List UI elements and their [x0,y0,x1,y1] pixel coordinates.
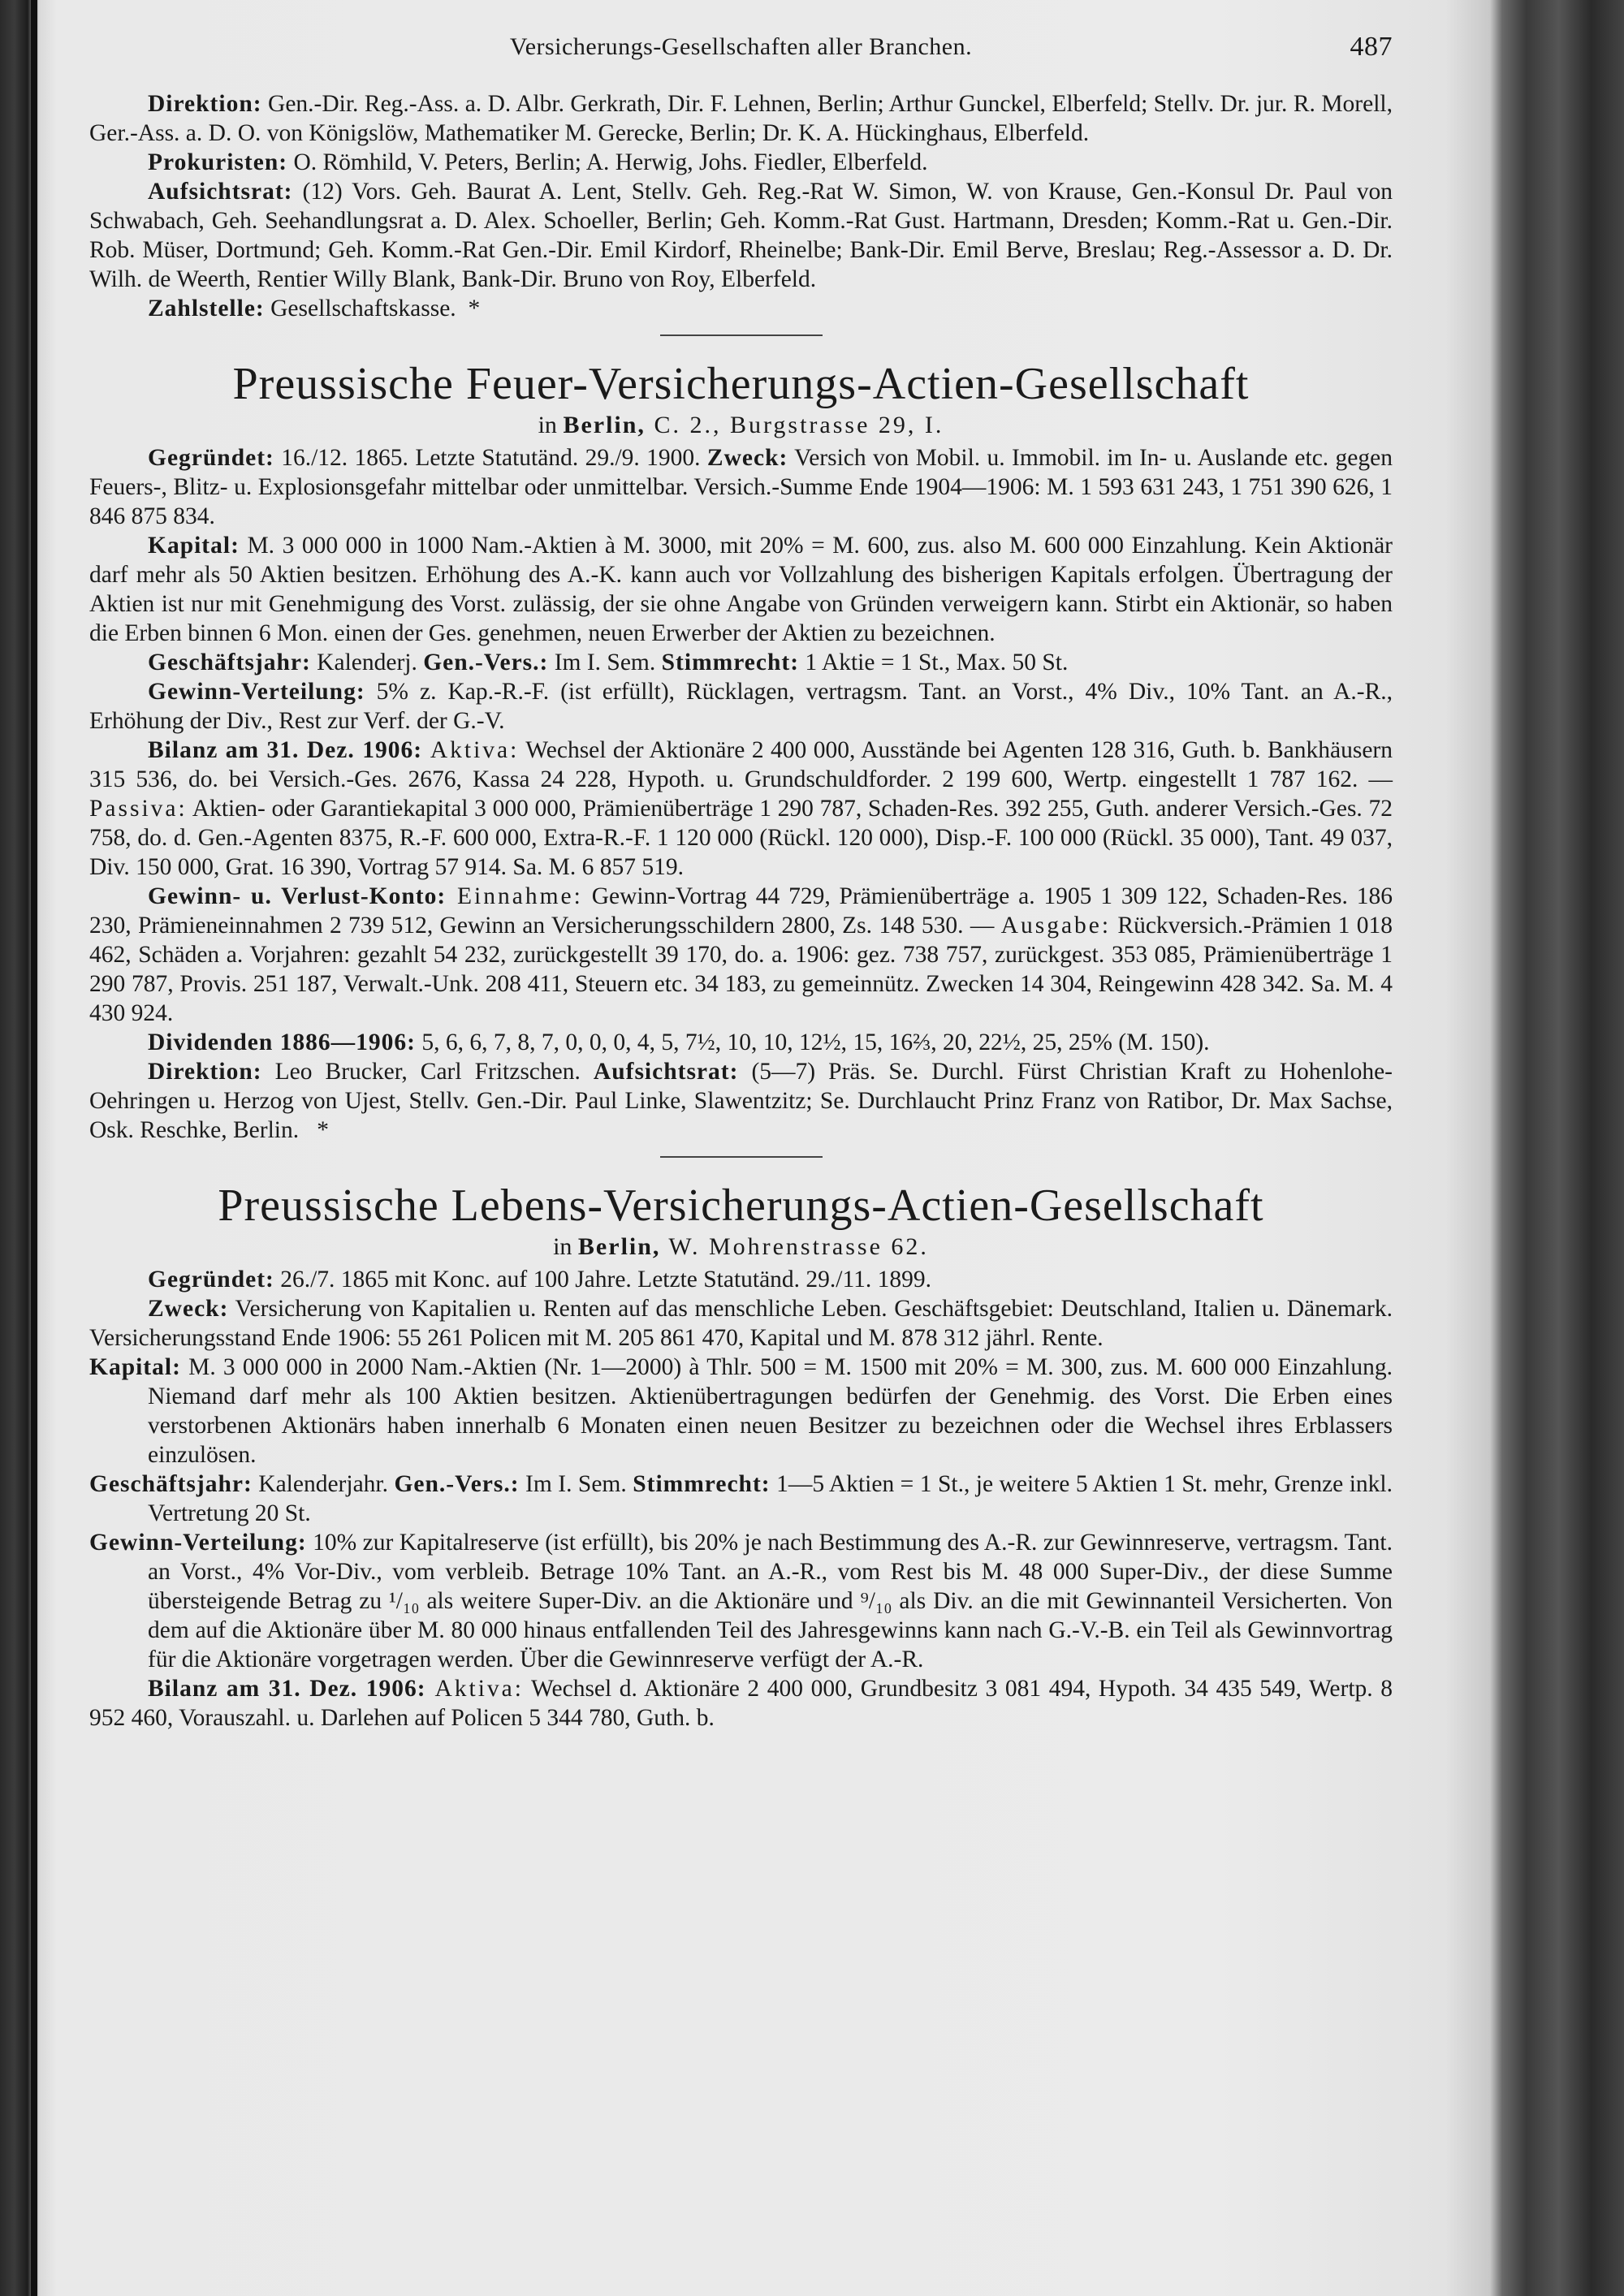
street-address: C. 2., Burgstrasse 29, I. [645,412,944,438]
aktiva-label: Aktiva: [425,1676,524,1702]
kapital-label: Kapital: [89,1354,181,1380]
zahlstelle-text: Gesellschaftskasse. [264,296,456,322]
bilanz-aktiva-text: Wechsel der Aktionäre 2 400 000, Ausstände bei Agenten 128 316, Guth. b. Bankhäusern 315 536, do. bei Versich.-Ges. 2676, Kassa 24 228, Hypoth. u. Grundschuldforder. 2 199 600, Wertp. eingestellt 1 787 162. — [89,737,1393,792]
street-address: W. Mohrenstrasse 62. [660,1233,929,1260]
dividenden-text: 5, 6, 6, 7, 8, 7, 0, 0, 0, 4, 5, 7½, 10, 10, 12½, 15, 16⅔, 20, 22½, 25, 25% (M. 150). [415,1029,1210,1055]
stimmrecht-label: Stimmrecht: [661,650,800,675]
city-prefix: in [538,412,564,438]
kapital-paragraph [89,1353,1393,1470]
zweck-text: Versicherung von Kapitalien u. Renten auf das menschliche Leben. Geschäftsgebiet: Deutschland, Italien u. Dänemark. Versicherungsstand Ende 1906: 55 261 Policen mit M. 205 861 470, Kapital und M. 878 312 jährl. Rente. [89,1296,1393,1351]
company-title: Preussische Lebens-Versicherungs-Actien-Gesellschaft [218,1180,1264,1231]
zweck-label: Zweck: [148,1296,229,1322]
geschaeftsjahr-text: Kalenderj. [310,650,424,675]
bilanz-label: Bilanz am 31. Dez. 1906: [148,737,423,763]
ausgabe-label: Ausgabe: [1000,913,1112,939]
gegruendet-text: 16./12. 1865. Letzte Statutänd. 29./9. 1900. [274,445,707,471]
kapital-label: Kapital: [148,533,240,559]
aufsichtsrat-label: Aufsichtsrat: [593,1059,739,1085]
direktion-label: Direktion: [148,91,262,117]
running-title: Versicherungs-Gesellschaften aller Branchen. [509,33,973,60]
gewinn-verteilung-label: Gewinn-Verteilung: [89,1530,307,1556]
genvers-text: Im I. Sem. [519,1471,633,1497]
kapital-paragraph [89,531,1393,648]
zweck-label: Zweck: [706,445,788,471]
gewinn-verteilung-label: Gewinn-Verteilung: [148,679,365,705]
end-star: * [468,296,481,322]
page-number: 487 [1350,32,1393,62]
company-title: Preussische Feuer-Versicherungs-Actien-Gesellschaft [232,359,1250,409]
bilanz-label: Bilanz am 31. Dez. 1906: [148,1676,426,1702]
prokuristen-paragraph [89,148,1393,177]
zahlstelle-paragraph [89,294,1393,323]
zweck-text: Versich von Mobil. u. Immobil. im In- u. Auslande etc. gegen Feuers-, Blitz- u. Explosionsgefahr mittelbar oder unmittelbar. Versich.-Summe Ende 1904—1906: M. 1 593 631 243, 1 751 390 626, 1 846 875 834. [89,445,1393,529]
dividenden-paragraph [89,1028,1393,1057]
book-spine-shadow [31,0,37,2296]
aufsichtsrat-label: Aufsichtsrat: [148,179,293,205]
prokuristen-label: Prokuristen: [148,149,288,175]
guv-ausgabe-text: Rückversich.-Prämien 1 018 462, Schäden a. Vorjahren: gezahlt 54 232, zurückgestellt 39 170, do. a. 1906: gez. 738 757, zurückgest. 353 085, Prämienüberträge 1 290 787, Provis. 251 187, Verwalt.-Unk. 208 411, Steuern etc. 34 183, zu gemeinnütz. Zwecken 14 304, Reingewinn 428 342. Sa. M. 4 430 924. [89,913,1393,1026]
gegruendet-label: Gegründet: [148,445,274,471]
direktion-label: Direktion: [148,1059,262,1085]
kapital-text: M. 3 000 000 in 2000 Nam.-Aktien (Nr. 1—2000) à Thlr. 500 = M. 1500 mit 20% = M. 300, zus. M. 600 000 Einzahlung. Niemand darf mehr als 100 Aktien besitzen. Aktienübertragungen bedürfen der Genehmig. des Vorst. Die Erben eines verstorbenen Aktionärs haben innerhalb 6 Monaten einen neuen Besitzer zu bezeichnen oder die Wechsel ihres Erblassers einzulösen. [148,1354,1393,1468]
direktion-text: Gen.-Dir. Reg.-Ass. a. D. Albr. Gerkrath, Dir. F. Lehnen, Berlin; Arthur Gunckel, Elberfeld; Stellv. Dr. jur. R. Morell, Ger.-Ass. a. D. O. von Königslöw, Mathematiker M. Gerecke, Berlin; Dr. K. A. Hückinghaus, Elberfeld. [89,91,1393,146]
city-prefix: in [553,1233,578,1260]
direktion-text: Leo Brucker, Carl Fritzschen. [261,1059,594,1085]
stimmrecht-text: 1 Aktie = 1 St., Max. 50 St. [799,650,1069,675]
stimmrecht-label: Stimmrecht: [633,1471,771,1497]
section-continuation [89,89,1393,323]
company-address [89,1232,1393,1262]
genvers-text: Im I. Sem. [548,650,662,675]
aktiva-label: Aktiva: [422,737,520,763]
gewinn-verteilung-text: 10% zur Kapitalreserve (ist erfüllt), bis 20% je nach Bestimmung des A.-R. zur Gewinnreserve, vertragsm. Tant. an Vorst., 4% Vor-Div., vom verbleib. Betrage 10% Tant. an A.-R., vom Rest bis M. 48 000 Super-Div., der diese Summe übersteigende Betrag zu ¹/₁₀ als weitere Super-Div. an die Aktionäre und ⁹/₁₀ als Div. an die mit Gewinnanteil Versicherten. Von dem auf die Aktionäre über M. 80 000 hinaus entfallenden Teil des Jahresgewinns kann nach G.-V.-B. ein Teil als Gewinnvortrag für die Aktionäre vorgetragen werden. Über die Gewinnreserve verfügt der A.-R. [148,1530,1393,1672]
bilanz-passiva-text: Aktien- oder Garantiekapital 3 000 000, Prämienüberträge 1 290 787, Schaden-Res. 392 255, Guth. anderer Versich.-Ges. 72 758, do. d. Gen.-Agenten 8375, R.-F. 600 000, Extra-R.-F. 1 120 000 (Rückl. 120 000), Disp.-F. 100 000 (Rückl. 35 000), Tant. 49 037, Div. 150 000, Grat. 16 390, Vortrag 57 914. Sa. M. 6 857 519. [89,796,1393,880]
zweck-paragraph [89,1294,1393,1353]
gewinn-verteilung-paragraph [89,1528,1393,1674]
company-address [89,411,1393,440]
genvers-label: Gen.-Vers.: [423,650,549,675]
geschaeftsjahr-paragraph [89,648,1393,677]
gegruendet-paragraph [89,1265,1393,1294]
stimmrecht-text: 1—5 Aktien = 1 St., je weitere 5 Aktien 1 St. mehr, Grenze inkl. Vertretung 20 St. [148,1471,1393,1526]
gewinn-verteilung-text: 5% z. Kap.-R.-F. (ist erfüllt), Rücklagen, vertragsm. Tant. an Vorst., 4% Div., 10% Tant. an A.-R., Erhöhung der Div., Rest zur Verf. der G.-V. [89,679,1393,734]
running-header [89,32,1393,89]
aufsichtsrat-text: (5—7) Präs. Se. Durchl. Fürst Christian Kraft zu Hohenlohe-Oehringen u. Herzog von Ujest, Stellv. Gen.-Dir. Paul Linke, Slawentzitz; Se. Durchlaucht Prinz Franz von Ratibor, Dr. Max Sachse, Osk. Reschke, Berlin. [89,1059,1393,1143]
einnahme-label: Einnahme: [446,883,583,909]
guv-label: Gewinn- u. Verlust-Konto: [148,883,447,909]
bilanz-paragraph [89,736,1393,882]
gegruendet-label: Gegründet: [148,1267,274,1293]
city-name: Berlin, [563,412,646,438]
gewinn-verteilung-paragraph [89,677,1393,736]
bilanz-aktiva-text: Wechsel d. Aktionäre 2 400 000, Grundbesitz 3 081 494, Hypoth. 34 435 549, Wertp. 8 952 460, Vorauszahl. u. Darlehen auf Policen 5 344 780, Guth. b. [89,1676,1393,1731]
section-feuer [89,357,1393,1145]
end-star: * [317,1117,329,1143]
bilanz-paragraph [89,1674,1393,1733]
aufsichtsrat-paragraph [89,177,1393,294]
gegruendet-text: 26./7. 1865 mit Konc. auf 100 Jahre. Letzte Statutänd. 29./11. 1899. [274,1267,932,1293]
geschaeftsjahr-paragraph [89,1470,1393,1528]
genvers-label: Gen.-Vers.: [394,1471,520,1497]
section-lebens [89,1179,1393,1733]
kapital-text: M. 3 000 000 in 1000 Nam.-Aktien à M. 3000, mit 20% = M. 600, zus. also M. 600 000 Einzahlung. Kein Aktionär darf mehr als 50 Aktien besitzen. Erhöhung des A.-K. kann auch vor Vollzahlung des bisherigen Kapitals erfolgen. Übertragung der Aktien ist nur mit Genehmigung des Vorst. zulässig, der sie ohne Angabe von Gründen verweigern kann. Stirbt ein Aktionär, so haben die Erben binnen 6 Mon. einen der Ges. genehmen, neuen Erwerber der Aktien zu bezeichnen. [89,533,1393,646]
dividenden-label: Dividenden 1886—1906: [148,1029,416,1055]
geschaeftsjahr-label: Geschäftsjahr: [148,650,311,675]
geschaeftsjahr-label: Geschäftsjahr: [89,1471,253,1497]
geschaeftsjahr-text: Kalenderjahr. [252,1471,395,1497]
prokuristen-text: O. Römhild, V. Peters, Berlin; A. Herwig, Johs. Fiedler, Elberfeld. [287,149,928,175]
section-divider [660,334,823,336]
city-name: Berlin, [577,1233,661,1260]
guv-einnahme-text: Gewinn-Vortrag 44 729, Prämienüberträge a. 1905 1 309 122, Schaden-Res. 186 230, Prämieneinnahmen 2 739 512, Gewinn an Versicherungsschildern 2800, Zs. 148 530. — [89,883,1393,939]
direktion-paragraph [89,89,1393,148]
gegruendet-paragraph [89,443,1393,531]
guv-paragraph [89,882,1393,1028]
direktion-aufsichtsrat-paragraph [89,1057,1393,1145]
aufsichtsrat-text: (12) Vors. Geh. Baurat A. Lent, Stellv. Geh. Reg.-Rat W. Simon, W. von Krause, Gen.-Konsul Dr. Paul von Schwabach, Geh. Seehandlungsrat a. D. Alex. Schoeller, Berlin; Geh. Komm.-Rat Gust. Hartmann, Dresden; Komm.-Rat u. Gen.-Dir. Rob. Müser, Dortmund; Geh. Komm.-Rat Gen.-Dir. Emil Kirdorf, Rheinelbe; Bank-Dir. Emil Berve, Breslau; Reg.-Assessor a. D. Dr. Wilh. de Weerth, Rentier Willy Blank, Bank-Dir. Bruno von Roy, Elberfeld. [89,179,1393,292]
section-divider [660,1156,823,1158]
passiva-label: Passiva: [89,796,188,822]
page-content [89,32,1393,1733]
zahlstelle-label: Zahlstelle: [148,296,265,322]
